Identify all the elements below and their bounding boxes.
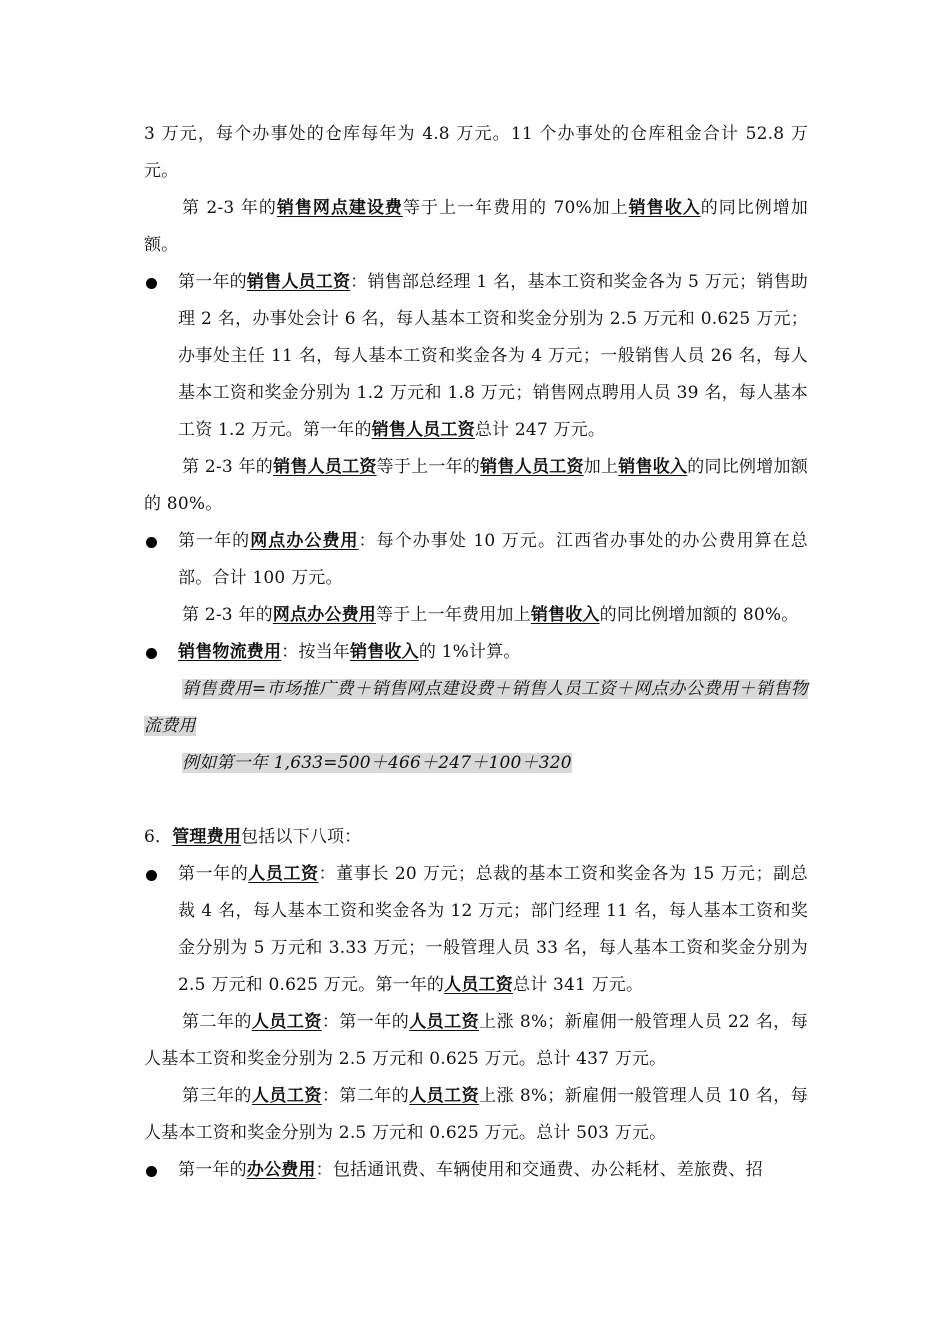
term-sales-staff-wages: 销售人员工资: [480, 457, 584, 477]
paragraph-year-two-wages: 第二年的人员工资：第一年的人员工资上涨 8%；新雇佣一般管理人员 22 名，每人基本工资和奖金分别为 2.5 万元和 0.625 万元。总计 437 万元。: [144, 1012, 808, 1069]
bullet-sales-logistics: 销售物流费用：按当年销售收入的 1%计算。: [144, 634, 808, 671]
bullet-sales-staff-wages: 第一年的销售人员工资：销售部总经理 1 名，基本工资和奖金各为 5 万元；销售助理 2 名，办事处会计 6 名，每人基本工资和奖金分别为 2.5 万元和 0.625 万元；办事处主任 11 名，每人基本工资和奖金各为 4 万元；一般销售人员 26 名，每人基本工资和奖金分别为 1.2 万元和 1.8 万元；销售网点聘用人员 39 名，每人基本工资 1.2 万元。第一年的销售人员工资总计 247 万元。: [144, 264, 808, 449]
term-sales-logistics-fee: 销售物流费用: [178, 642, 282, 662]
term-sales-staff-wages: 销售人员工资: [246, 272, 351, 292]
term-staff-wages: 人员工资: [409, 1086, 480, 1106]
term-sales-revenue: 销售收入: [618, 457, 688, 477]
paragraph-office-expenses-growth: 第 2-3 年的网点办公费用等于上一年费用加上销售收入的同比例增加额的 80%。: [182, 605, 799, 625]
paragraph-sales-wages-growth: 第 2-3 年的销售人员工资等于上一年的销售人员工资加上销售收入的同比例增加额的 80%。: [144, 457, 809, 514]
term-sales-staff-wages: 销售人员工资: [273, 457, 377, 477]
formula-sales-expenses: 销售费用=市场推广费＋销售网点建设费＋销售人员工资＋网点办公费用＋销售物流费用: [144, 679, 808, 736]
term-sales-staff-wages: 销售人员工资: [371, 420, 475, 440]
paragraph-outlet-construction-fee: 第 2-3 年的销售网点建设费等于上一年费用的 70%加上销售收入的同比例增加额。: [144, 198, 808, 255]
term-management-expenses: 管理费用: [172, 827, 242, 847]
bullet-outlet-office-expenses: 第一年的网点办公费用：每个办事处 10 万元。江西省办事处的办公费用算在总部。合计 100 万元。: [144, 523, 808, 597]
spacer: [144, 782, 808, 819]
term-staff-wages: 人员工资: [251, 1086, 322, 1106]
bullet-dot-icon: [146, 278, 157, 289]
bullet-staff-wages: 第一年的人员工资：董事长 20 万元；总裁的基本工资和奖金各为 15 万元；副总裁 4 名，每人基本工资和奖金各为 12 万元；部门经理 11 名，每人基本工资和奖金分别为 5 万元和 3.33 万元；一般管理人员 33 名，每人基本工资和奖金分别为 2.5 万元和 0.625 万元。第一年的人员工资总计 341 万元。: [144, 856, 808, 1004]
paragraph-year-three-wages: 第三年的人员工资：第二年的人员工资上涨 8%；新雇佣一般管理人员 10 名，每人基本工资和奖金分别为 2.5 万元和 0.625 万元。总计 503 万元。: [144, 1086, 808, 1143]
formula-example-year-one: 例如第一年 1,633=500＋466＋247＋100＋320: [182, 753, 572, 773]
term-staff-wages: 人员工资: [409, 1012, 480, 1032]
term-staff-wages: 人员工资: [444, 975, 513, 995]
term-sales-revenue: 销售收入: [530, 605, 600, 625]
bullet-dot-icon: [146, 537, 157, 548]
bullet-office-expenses: 第一年的办公费用：包括通讯费、车辆使用和交通费、办公耗材、差旅费、招: [144, 1152, 808, 1189]
bullet-dot-icon: [146, 870, 157, 881]
document-page: [144, 116, 808, 1189]
term-outlet-office-expenses: 网点办公费用: [250, 531, 359, 551]
term-staff-wages: 人员工资: [251, 1012, 322, 1032]
term-office-expenses: 办公费用: [246, 1160, 316, 1180]
term-outlet-construction-fee: 销售网点建设费: [276, 198, 403, 218]
bullet-dot-icon: [146, 648, 157, 659]
term-sales-revenue: 销售收入: [628, 198, 701, 218]
term-outlet-office-expenses: 网点办公费用: [272, 605, 376, 625]
bullet-dot-icon: [146, 1166, 157, 1177]
term-sales-revenue: 销售收入: [350, 642, 419, 662]
section-management-expenses-heading: 6．管理费用包括以下八项：: [144, 827, 362, 847]
term-staff-wages: 人员工资: [248, 864, 319, 884]
paragraph-warehouse-rent: 3 万元，每个办事处的仓库每年为 4.8 万元。11 个办事处的仓库租金合计 52.8 万元。: [144, 124, 808, 181]
